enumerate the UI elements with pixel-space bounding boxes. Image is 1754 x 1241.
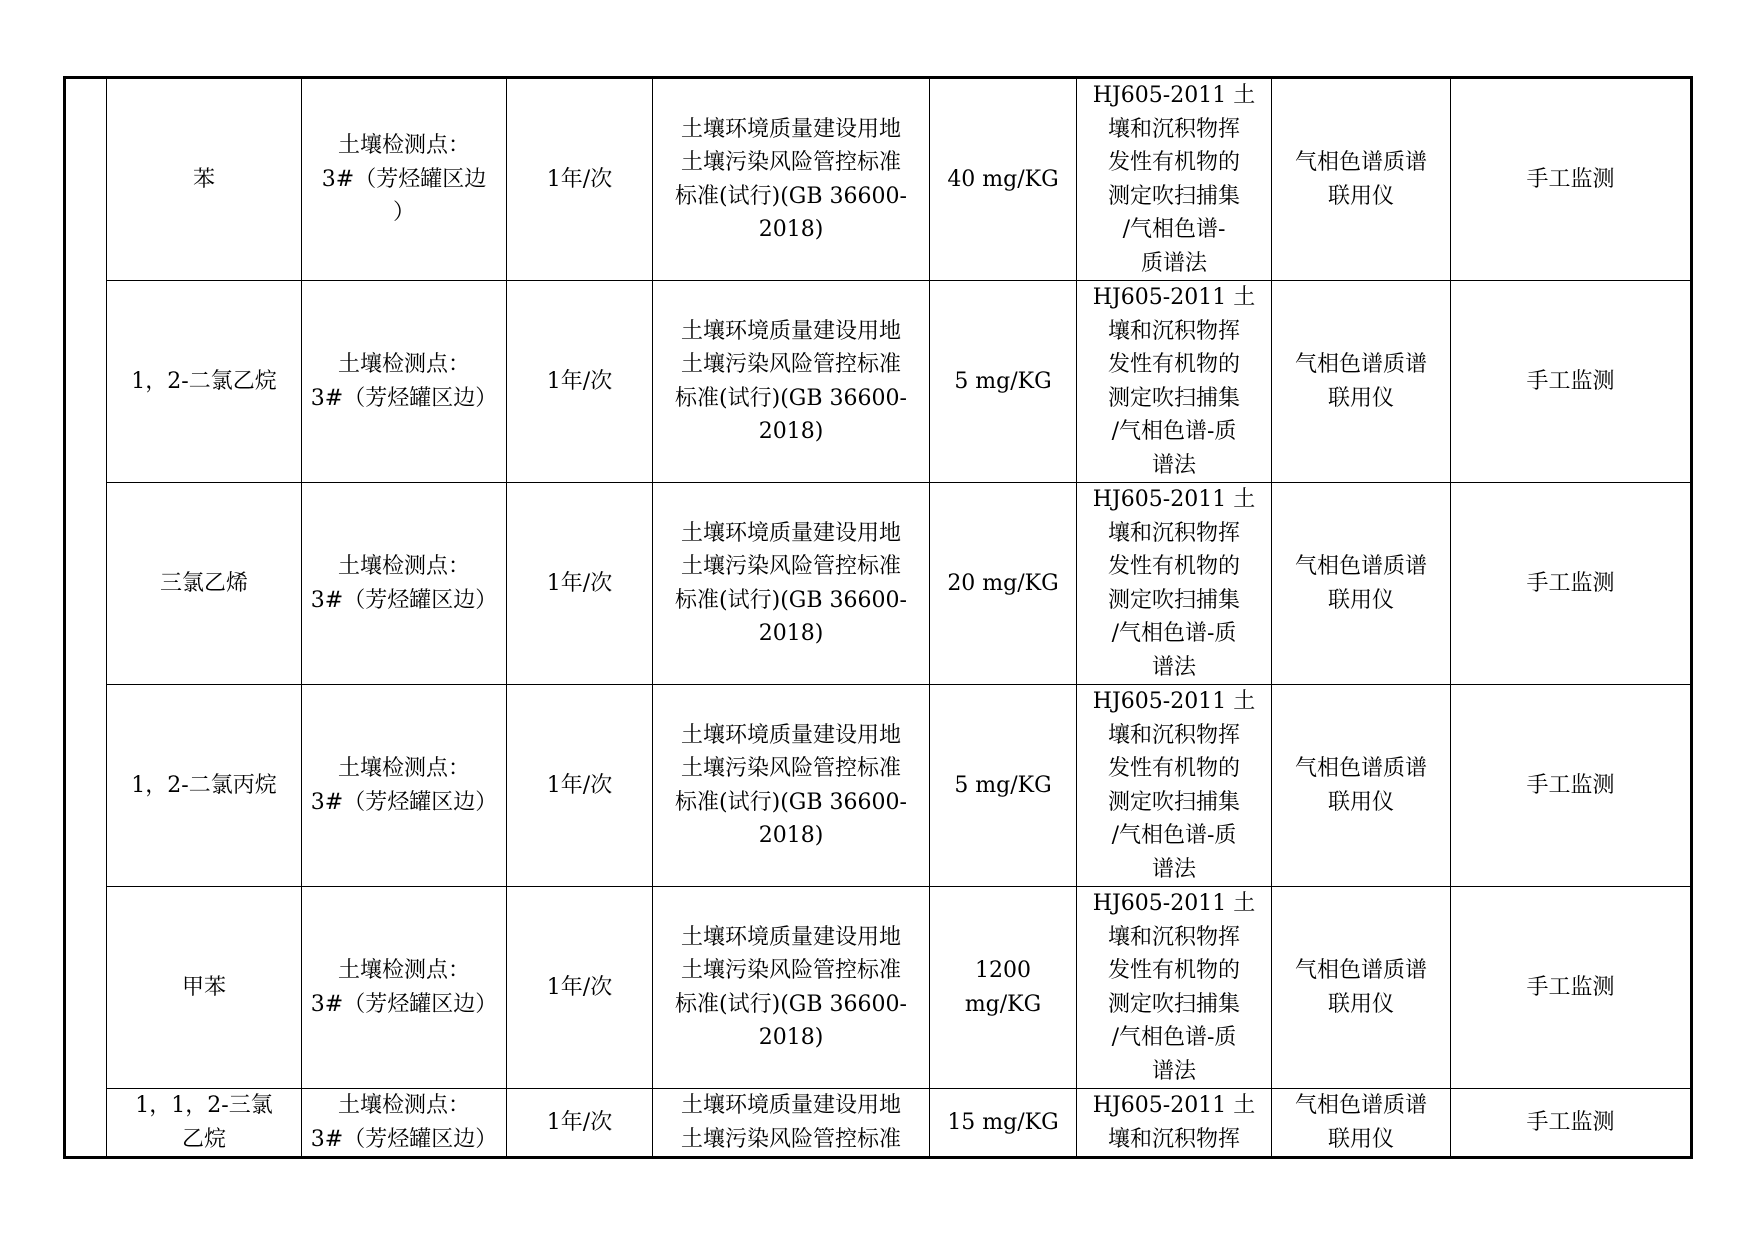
limit-cell: 40 mg/KG: [930, 78, 1077, 281]
frequency-cell: 1年/次: [507, 887, 653, 1089]
method-cell: HJ605-2011 土 壤和沉积物挥 发性有机物的 测定吹扫捕集 /气相色谱-质 谱法: [1077, 887, 1272, 1089]
table-row: [65, 483, 1692, 685]
mode-cell: 手工监测: [1451, 78, 1692, 281]
pollutant-cell: 三氯乙烯: [107, 483, 302, 685]
standard-cell: 土壤环境质量建设用地 土壤污染风险管控标准 标准(试行)(GB 36600- 2018): [653, 685, 930, 887]
location-cell: 土壤检测点： 3#（芳烃罐区边）: [302, 483, 507, 685]
instrument-cell: 气相色谱质谱 联用仪: [1272, 1089, 1451, 1158]
standard-cell: 土壤环境质量建设用地 土壤污染风险管控标准 标准(试行)(GB 36600- 2018): [653, 483, 930, 685]
pollutant-cell: 1，2-二氯丙烷: [107, 685, 302, 887]
method-cell: HJ605-2011 土 壤和沉积物挥 发性有机物的 测定吹扫捕集 /气相色谱-质 谱法: [1077, 685, 1272, 887]
limit-cell: 5 mg/KG: [930, 281, 1077, 483]
table-row: [65, 281, 1692, 483]
limit-cell: 20 mg/KG: [930, 483, 1077, 685]
limit-cell: 15 mg/KG: [930, 1089, 1077, 1158]
standard-cell: 土壤环境质量建设用地 土壤污染风险管控标准 标准(试行)(GB 36600- 2018): [653, 281, 930, 483]
frequency-cell: 1年/次: [507, 483, 653, 685]
frequency-cell: 1年/次: [507, 78, 653, 281]
standard-cell: 土壤环境质量建设用地 土壤污染风险管控标准 标准(试行)(GB 36600- 2018): [653, 887, 930, 1089]
standard-cell: 土壤环境质量建设用地 土壤污染风险管控标准 标准(试行)(GB 36600- 2018): [653, 78, 930, 281]
instrument-cell: 气相色谱质谱 联用仪: [1272, 281, 1451, 483]
method-cell: HJ605-2011 土 壤和沉积物挥 发性有机物的 测定吹扫捕集 /气相色谱- 质谱法: [1077, 78, 1272, 281]
mode-cell: 手工监测: [1451, 887, 1692, 1089]
table-row: [65, 78, 1692, 281]
standard-cell: 土壤环境质量建设用地 土壤污染风险管控标准: [653, 1089, 930, 1158]
location-cell: 土壤检测点： 3#（芳烃罐区边）: [302, 1089, 507, 1158]
mode-cell: 手工监测: [1451, 483, 1692, 685]
method-cell: HJ605-2011 土 壤和沉积物挥 发性有机物的 测定吹扫捕集 /气相色谱-质 谱法: [1077, 483, 1272, 685]
instrument-cell: 气相色谱质谱 联用仪: [1272, 685, 1451, 887]
limit-cell: 5 mg/KG: [930, 685, 1077, 887]
table-row: [65, 887, 1692, 1089]
location-cell: 土壤检测点： 3#（芳烃罐区边）: [302, 685, 507, 887]
location-cell: 土壤检测点： 3#（芳烃罐区边 ）: [302, 78, 507, 281]
instrument-cell: 气相色谱质谱 联用仪: [1272, 78, 1451, 281]
category-cell: [65, 78, 107, 1158]
pollutant-cell: 1，2-二氯乙烷: [107, 281, 302, 483]
frequency-cell: 1年/次: [507, 281, 653, 483]
mode-cell: 手工监测: [1451, 1089, 1692, 1158]
method-cell: HJ605-2011 土 壤和沉积物挥 发性有机物的 测定吹扫捕集 /气相色谱-质 谱法: [1077, 281, 1272, 483]
table-row: [65, 685, 1692, 887]
location-cell: 土壤检测点： 3#（芳烃罐区边）: [302, 281, 507, 483]
mode-cell: 手工监测: [1451, 281, 1692, 483]
location-cell: 土壤检测点： 3#（芳烃罐区边）: [302, 887, 507, 1089]
instrument-cell: 气相色谱质谱 联用仪: [1272, 887, 1451, 1089]
table-row: [65, 1089, 1692, 1158]
limit-cell: 1200 mg/KG: [930, 887, 1077, 1089]
pollutant-cell: 甲苯: [107, 887, 302, 1089]
pollutant-cell: 苯: [107, 78, 302, 281]
instrument-cell: 气相色谱质谱 联用仪: [1272, 483, 1451, 685]
soil-monitoring-table: [63, 76, 1693, 1159]
frequency-cell: 1年/次: [507, 685, 653, 887]
method-cell: HJ605-2011 土 壤和沉积物挥: [1077, 1089, 1272, 1158]
mode-cell: 手工监测: [1451, 685, 1692, 887]
pollutant-cell: 1，1，2-三氯 乙烷: [107, 1089, 302, 1158]
frequency-cell: 1年/次: [507, 1089, 653, 1158]
